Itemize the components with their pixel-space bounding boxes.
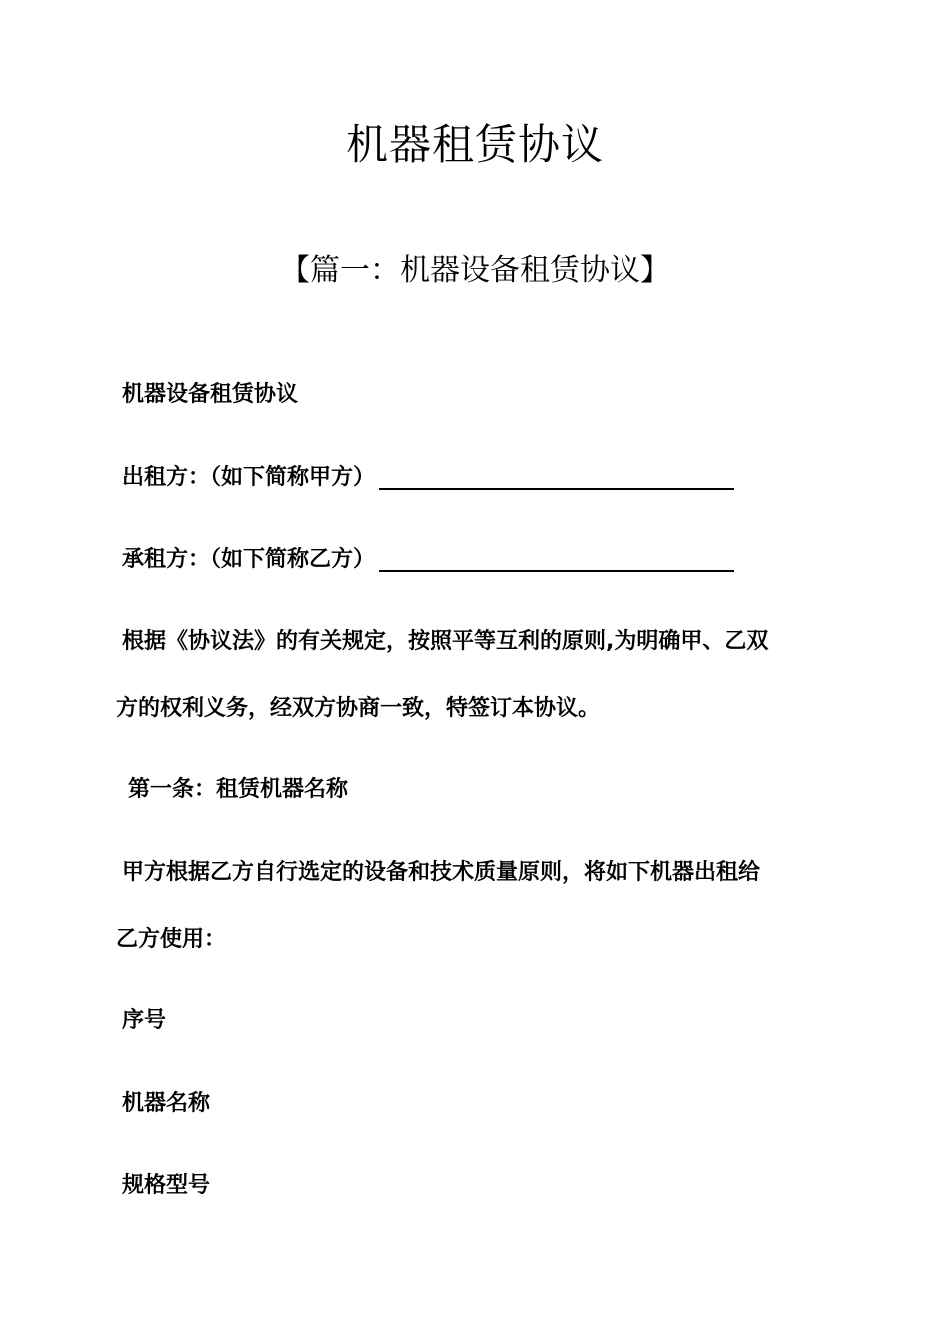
- field-machine-name: 机器名称: [122, 1091, 211, 1116]
- lessor-blank-line: [379, 488, 734, 490]
- lessee-label: 承租方：（如下简称乙方）: [122, 547, 376, 572]
- article-1-line-2: 乙方使用：: [116, 927, 227, 952]
- preamble-paragraph: [116, 608, 836, 742]
- document-subtitle: 【篇一：机器设备租赁协议】: [280, 253, 670, 288]
- article-1-line-1: 甲方根据乙方自行选定的设备和技术质量原则，将如下机器出租给: [122, 860, 761, 885]
- document-title: 机器租赁协议: [345, 120, 604, 169]
- article-1-paragraph: [116, 839, 836, 973]
- field-model-spec: 规格型号: [122, 1173, 211, 1198]
- field-serial-number: 序号: [122, 1008, 167, 1033]
- section-heading: 机器设备租赁协议: [122, 382, 299, 407]
- preamble-line-1: 根据《协议法》的有关规定，按照平等互利的原则,为明确甲、乙双: [122, 629, 769, 654]
- lessor-label: 出租方：（如下简称甲方）: [122, 465, 376, 490]
- lessee-blank-line: [379, 570, 734, 572]
- article-1-title: 第一条：租赁机器名称: [128, 777, 349, 802]
- lessor-line: [122, 463, 734, 493]
- lessee-line: [122, 545, 734, 575]
- preamble-line-2: 方的权利义务，经双方协商一致，特签订本协议。: [116, 696, 601, 721]
